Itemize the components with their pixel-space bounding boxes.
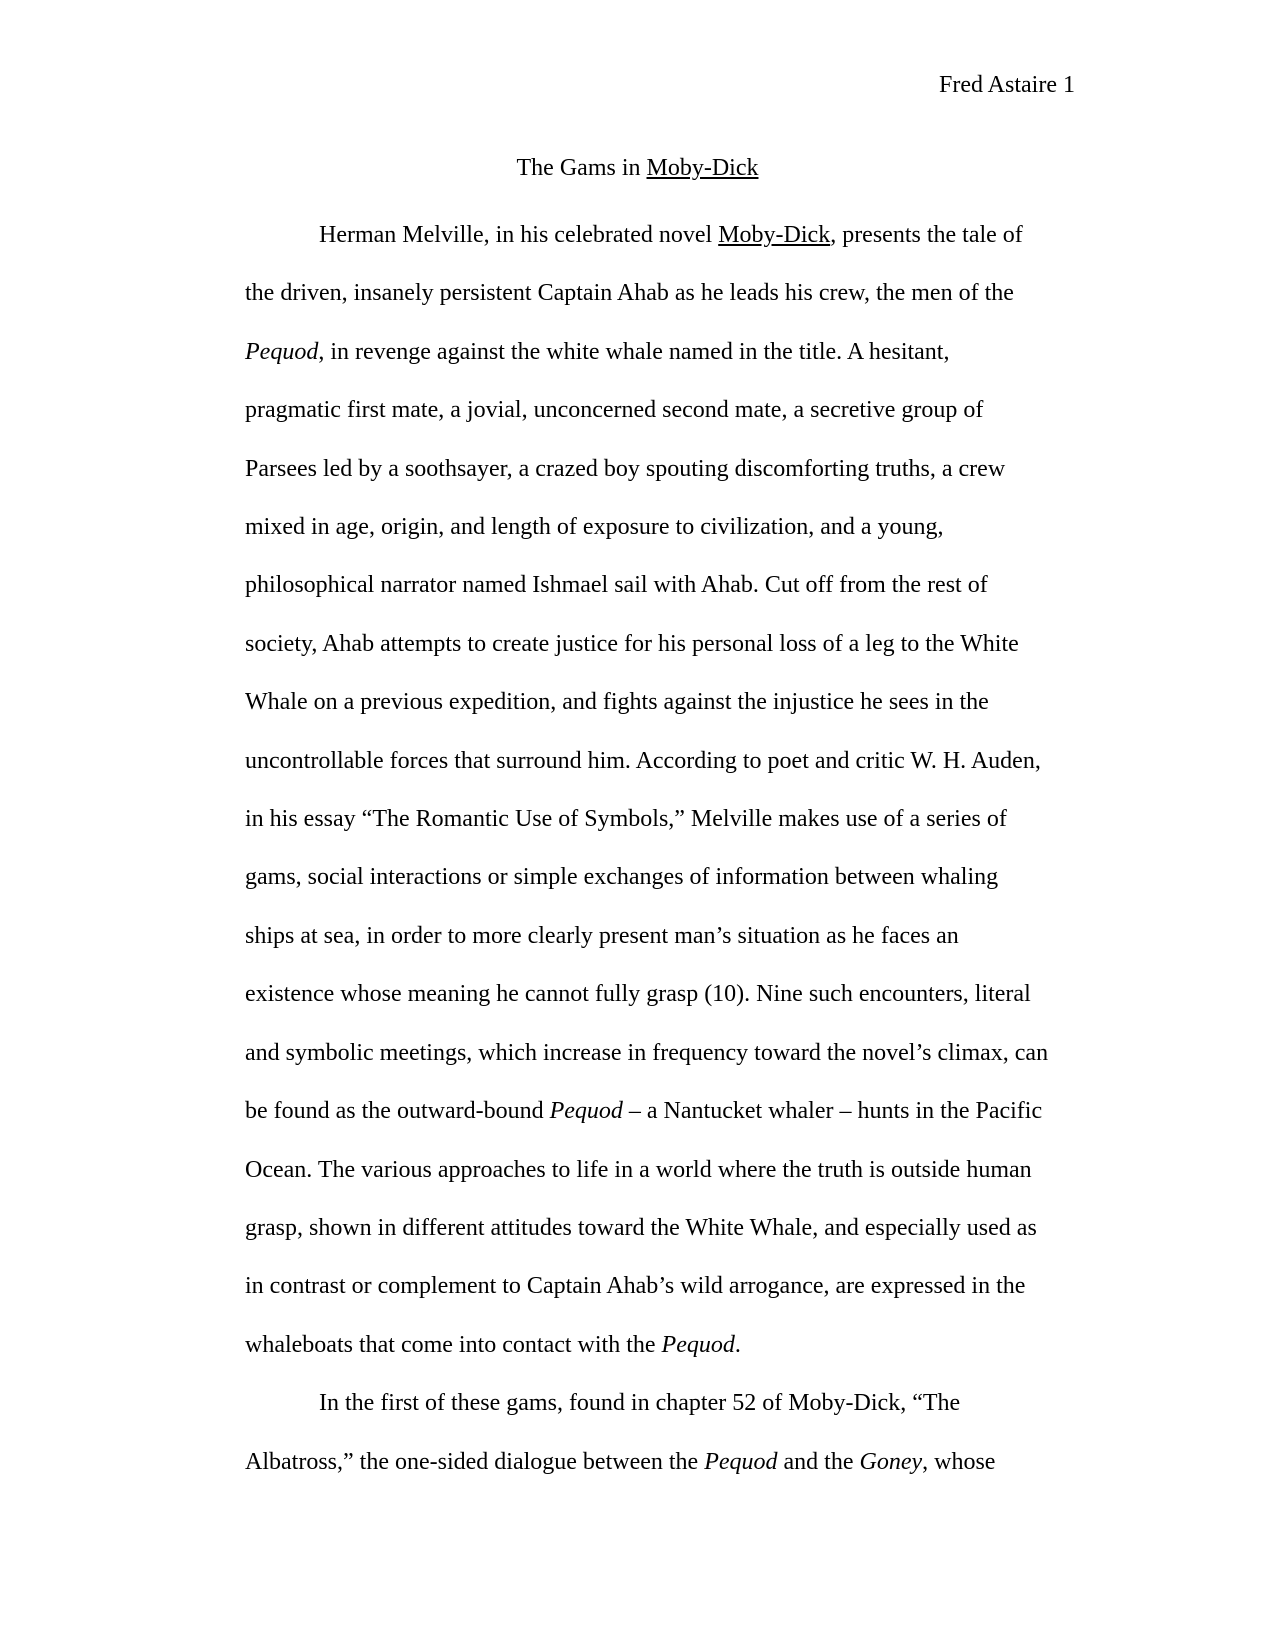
text-line	[245, 1024, 1075, 1082]
text-line	[245, 1316, 1075, 1374]
text-line	[245, 673, 1075, 731]
body-text	[245, 206, 1075, 1491]
text-segment: in his essay “The Romantic Use of Symbols,” Melville makes use of a series of	[245, 806, 1007, 833]
text-line	[245, 1374, 1075, 1432]
text-line	[245, 323, 1075, 381]
text-line	[245, 615, 1075, 673]
text-segment: gams, social interactions or simple exchanges of information between whaling	[245, 864, 999, 891]
text-line	[245, 206, 1075, 264]
paragraph	[245, 1374, 1075, 1491]
italic-text: Pequod	[661, 1331, 735, 1358]
text-line	[245, 790, 1075, 848]
text-segment: philosophical narrator named Ishmael sail with Ahab. Cut off from the rest of	[245, 572, 988, 599]
underlined-text: Moby-Dick	[718, 222, 831, 248]
text-line	[245, 556, 1075, 614]
text-segment: and symbolic meetings, which increase in frequency toward the novel’s climax, can	[245, 1039, 1049, 1066]
text-segment: whaleboats that come into contact with the	[245, 1331, 662, 1358]
text-segment: Whale on a previous expedition, and fights against the injustice he sees in the	[245, 689, 989, 716]
text-line	[245, 1433, 1075, 1491]
text-segment: , presents the tale of	[830, 222, 1023, 248]
title-prefix: The Gams in	[516, 155, 647, 181]
text-line	[245, 264, 1075, 322]
text-segment: and the	[777, 1448, 860, 1475]
text-segment: .	[734, 1331, 741, 1358]
text-line	[245, 1199, 1075, 1257]
text-segment: – a Nantucket whaler – hunts in the Pacific	[622, 1098, 1043, 1125]
text-line	[245, 965, 1075, 1023]
paragraph	[245, 206, 1075, 1374]
text-segment: the driven, insanely persistent Captain Ahab as he leads his crew, the men of the	[245, 280, 1014, 307]
text-segment: existence whose meaning he cannot fully grasp (10). Nine such encounters, literal	[245, 981, 1031, 1008]
text-line	[245, 498, 1075, 556]
italic-text: Pequod	[549, 1098, 623, 1125]
text-line	[245, 1082, 1075, 1140]
text-segment: Herman Melville, in his celebrated novel	[319, 222, 719, 248]
text-segment: In the first of these gams, found in chapter 52 of Moby-Dick, “The	[319, 1390, 961, 1417]
text-line	[245, 1257, 1075, 1315]
text-line	[245, 381, 1075, 439]
italic-text: Pequod	[245, 338, 319, 365]
text-segment: be found as the outward-bound	[245, 1098, 550, 1125]
text-line	[245, 848, 1075, 906]
text-segment: uncontrollable forces that surround him. According to poet and critic W. H. Auden,	[245, 747, 1041, 774]
text-segment: Albatross,” the one-sided dialogue between the	[245, 1448, 705, 1475]
text-line	[245, 907, 1075, 965]
text-segment: society, Ahab attempts to create justice for his personal loss of a leg to the White	[245, 630, 1019, 657]
text-segment: ships at sea, in order to more clearly present man’s situation as he faces an	[245, 922, 959, 949]
running-head: Fred Astaire 1	[939, 72, 1075, 98]
text-segment: in contrast or complement to Captain Ahab’s wild arrogance, are expressed in the	[245, 1273, 1026, 1300]
text-line	[245, 440, 1075, 498]
text-segment: mixed in age, origin, and length of exposure to civilization, and a young,	[245, 514, 944, 541]
text-segment: Parsees led by a soothsayer, a crazed boy spouting discomforting truths, a crew	[245, 455, 1006, 482]
text-line	[245, 1141, 1075, 1199]
text-segment: pragmatic first mate, a jovial, unconcerned second mate, a secretive group of	[245, 397, 984, 424]
italic-text: Goney	[859, 1448, 923, 1475]
text-segment: , whose	[922, 1448, 996, 1475]
text-segment: Ocean. The various approaches to life in a world where the truth is outside human	[245, 1156, 1032, 1183]
text-segment: , in revenge against the white whale named in the title. A hesitant,	[318, 338, 950, 365]
paper-title	[0, 153, 1275, 183]
title-work: Moby-Dick	[646, 155, 759, 181]
italic-text: Pequod	[704, 1448, 778, 1475]
text-segment: grasp, shown in different attitudes toward the White Whale, and especially used as	[245, 1214, 1037, 1241]
text-line	[245, 732, 1075, 790]
